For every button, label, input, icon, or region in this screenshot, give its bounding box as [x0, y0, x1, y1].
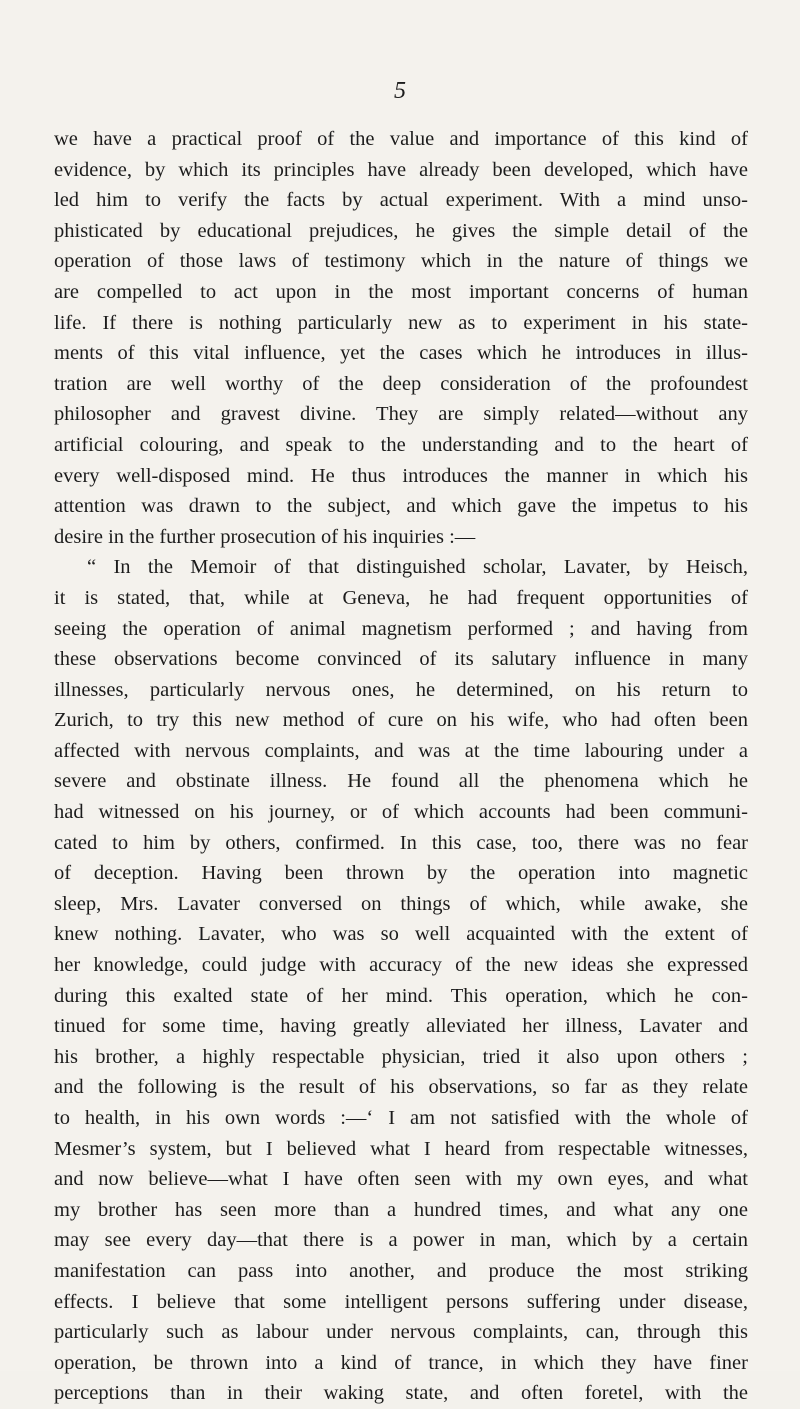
text-line: and the following is the result of his observations, so far as they relate [54, 1076, 748, 1099]
text-line: and now believe—what I have often seen with my own eyes, and what [54, 1168, 748, 1191]
text-line: desire in the further prosecution of his inquiries :— [54, 525, 476, 548]
text-line: every well-disposed mind. He thus introduces the manner in which his [54, 464, 748, 487]
text-line: effects. I believe that some intelligent persons suffering under disease, [54, 1290, 748, 1313]
text-line: we have a practical proof of the value and importance of this kind of [54, 128, 748, 150]
text-line: Zurich, to try this new method of cure on his wife, who had often been [54, 709, 748, 732]
page-number: 5 [394, 78, 406, 104]
text-line: particularly such as labour under nervous complaints, can, through this [54, 1321, 748, 1344]
text-line: philosopher and gravest divine. They are simply related—without any [54, 403, 748, 426]
text-line: ments of this vital influence, yet the cases which he introduces in illus- [54, 342, 748, 365]
text-line: these observations become convinced of its salutary influence in many [54, 648, 748, 671]
text-line: of deception. Having been thrown by the operation into magnetic [54, 862, 748, 885]
text-line: artificial colouring, and speak to the understanding and to the heart of [54, 433, 748, 456]
text-line: may see every day—that there is a power in man, which by a certain [54, 1229, 748, 1252]
text-line: Mesmer’s system, but I believed what I heard from respectable witnesses, [54, 1137, 748, 1160]
text-line: during this exalted state of her mind. This operation, which he con- [54, 984, 748, 1007]
text-line: seeing the operation of animal magnetism performed ; and having from [54, 617, 748, 640]
text-line: to health, in his own words :—‘ I am not satisfied with the whole of [54, 1107, 748, 1129]
text-line: his brother, a highly respectable physician, tried it also upon others ; [54, 1045, 748, 1068]
text-line: operation, be thrown into a kind of trance, in which they have finer [54, 1351, 748, 1374]
text-line: cated to him by others, confirmed. In this case, too, there was no fear [54, 831, 748, 854]
text-line: are compelled to act upon in the most important concerns of human [54, 280, 748, 303]
text-line: evidence, by which its principles have already been developed, which have [54, 158, 748, 181]
text-line: attention was drawn to the subject, and which gave the impetus to his [54, 495, 748, 518]
text-line: “ In the Memoir of that distinguished scholar, Lavater, by Heisch, [87, 556, 748, 579]
body-text [54, 124, 748, 1409]
text-line: life. If there is nothing particularly new as to experiment in his state- [54, 311, 748, 334]
text-line: perceptions than in their waking state, and often foretel, with the [54, 1382, 748, 1405]
text-line: operation of those laws of testimony which in the nature of things we [54, 250, 748, 273]
text-line: tration are well worthy of the deep consideration of the profoundest [54, 372, 748, 395]
text-line: severe and obstinate illness. He found all the phenomena which he [54, 770, 748, 793]
text-line: it is stated, that, while at Geneva, he had frequent opportunities of [54, 586, 748, 609]
text-line: my brother has seen more than a hundred times, and what any one [54, 1198, 748, 1221]
text-line: illnesses, particularly nervous ones, he determined, on his return to [54, 678, 748, 701]
text-line: affected with nervous complaints, and was at the time labouring under a [54, 739, 748, 762]
text-line: manifestation can pass into another, and produce the most striking [54, 1259, 748, 1282]
text-line: had witnessed on his journey, or of which accounts had been communi- [54, 801, 748, 824]
text-line: her knowledge, could judge with accuracy of the new ideas she expressed [54, 954, 748, 977]
text-line: led him to verify the facts by actual experiment. With a mind unso- [54, 189, 748, 212]
text-line: knew nothing. Lavater, who was so well acquainted with the extent of [54, 923, 748, 946]
text-line: phisticated by educational prejudices, he gives the simple detail of the [54, 219, 748, 242]
text-line: tinued for some time, having greatly alleviated her illness, Lavater and [54, 1015, 748, 1038]
text-line: sleep, Mrs. Lavater conversed on things of which, while awake, she [54, 892, 748, 915]
